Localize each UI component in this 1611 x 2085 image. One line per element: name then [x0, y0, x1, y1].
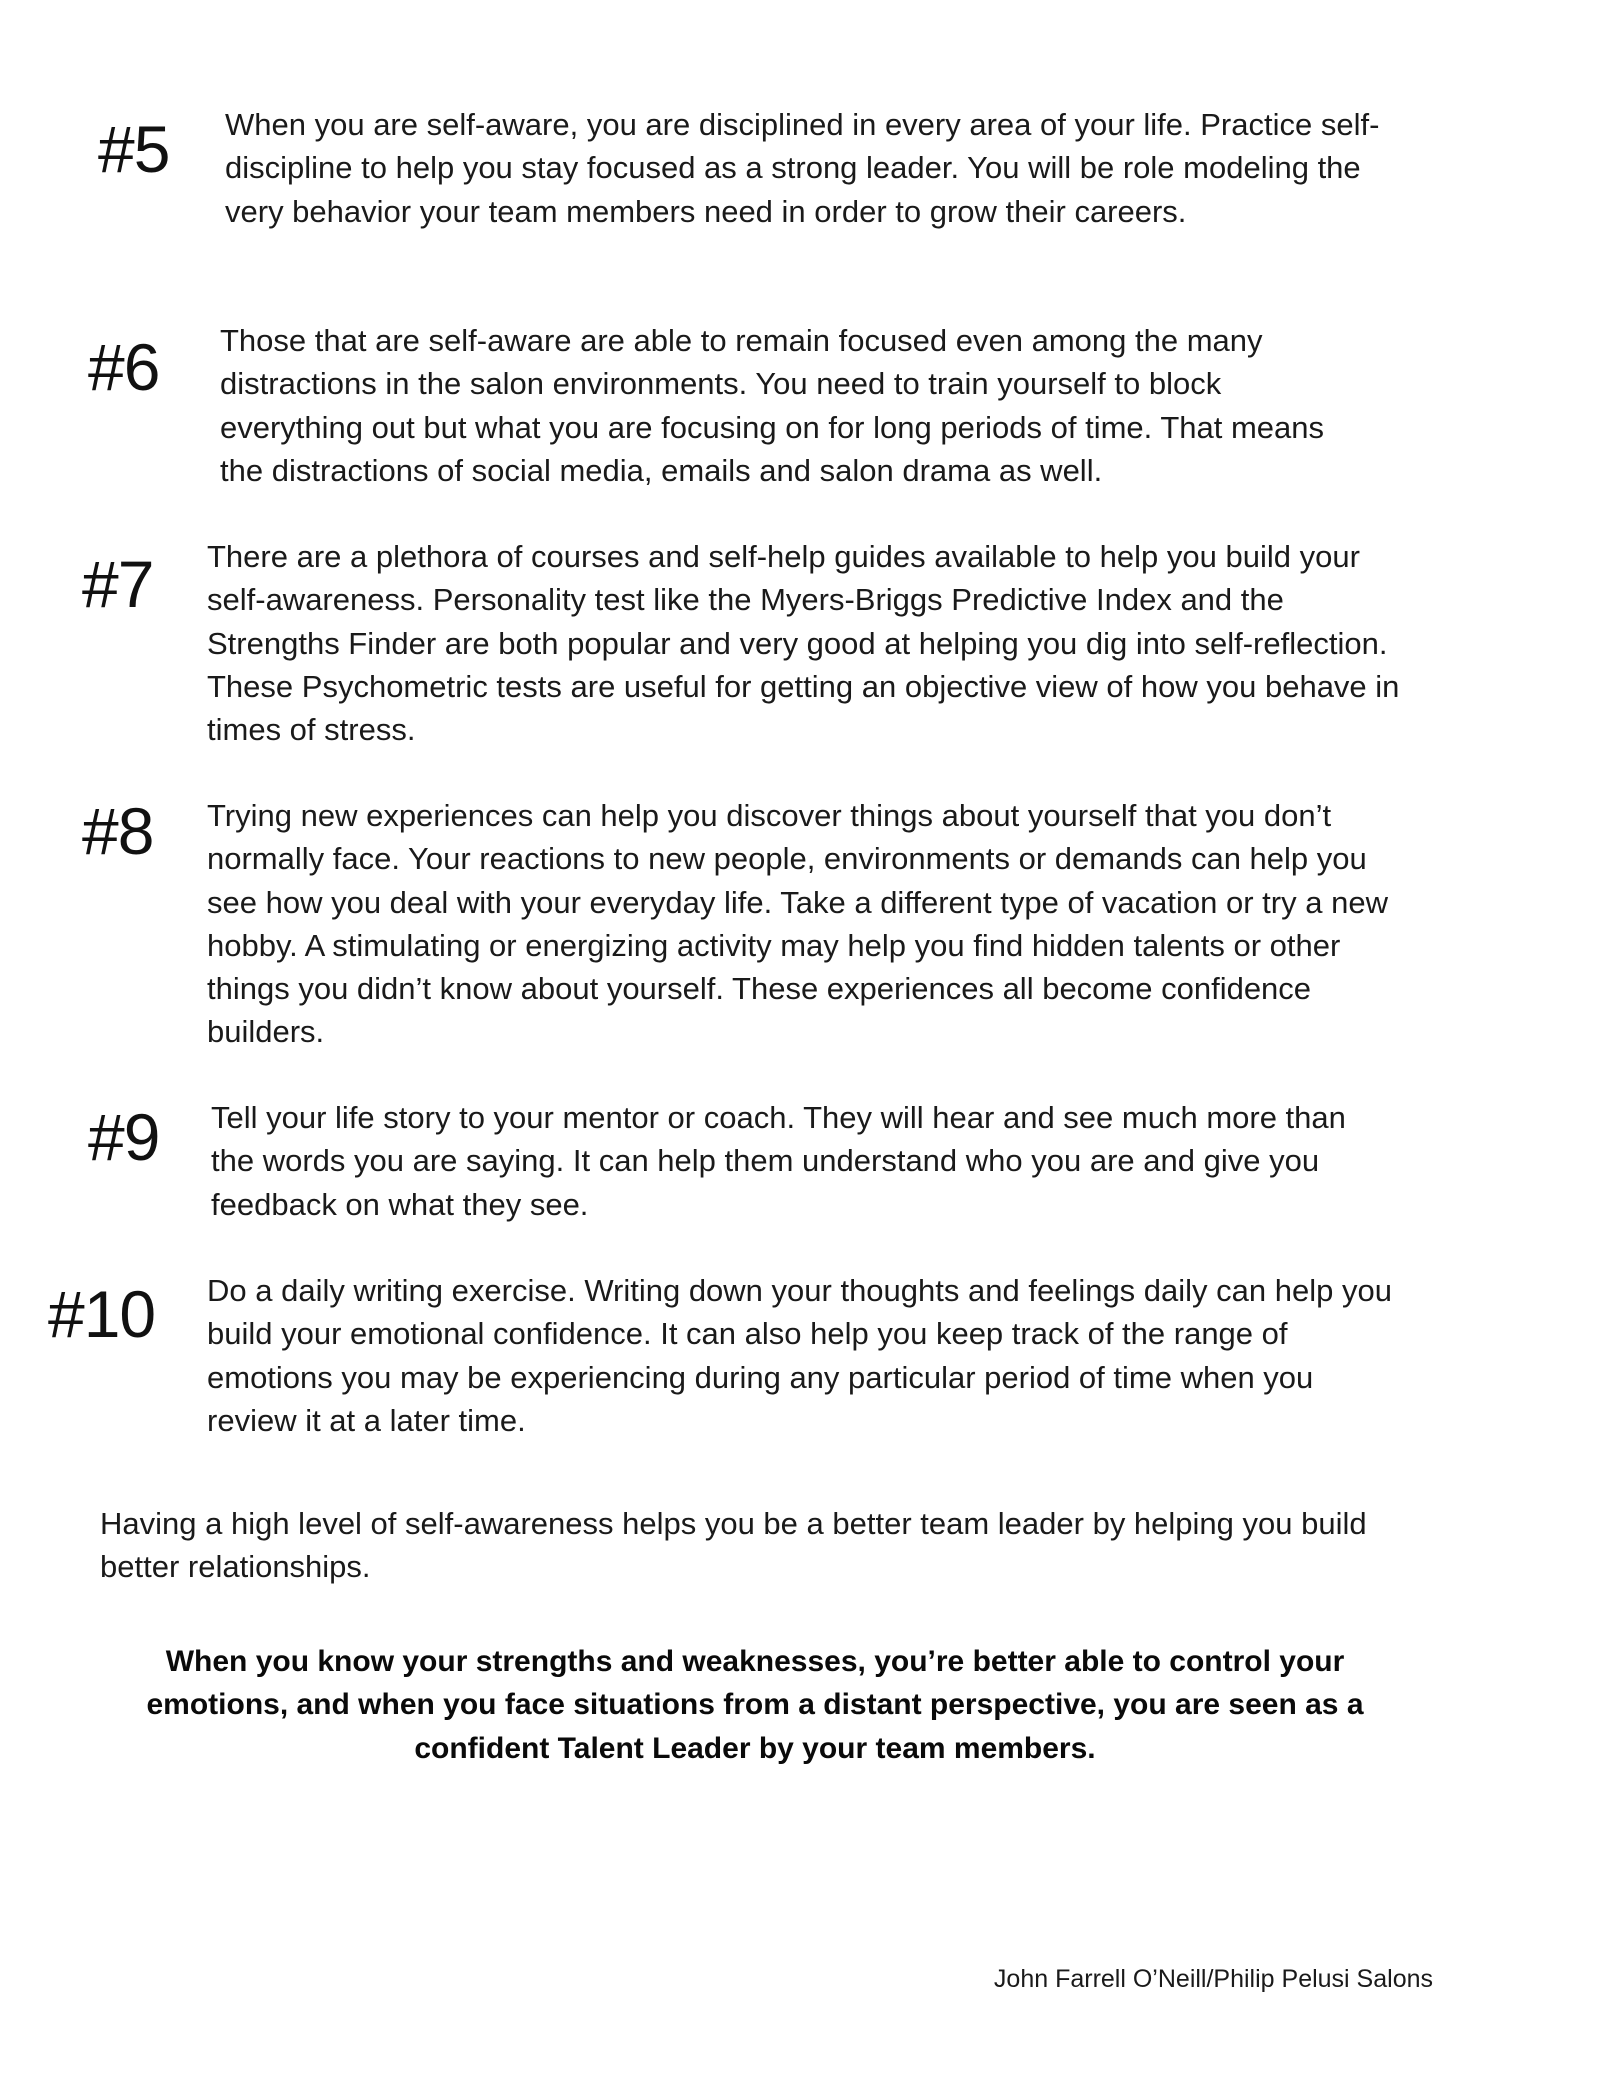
- item-number: #7: [82, 547, 154, 621]
- item-text: Do a daily writing exercise. Writing down your thoughts and feelings daily can help you build your emotional confidence. It can also help you keep track of the range of emotions you may be experiencing during any particular period of time when you review it at a later time.: [207, 1273, 1392, 1438]
- item-number: #9: [88, 1100, 160, 1174]
- item-number: #10: [48, 1277, 156, 1351]
- footer-credit: John Farrell O’Neill/Philip Pelusi Salons: [993, 1965, 1433, 1993]
- item-number: #5: [98, 112, 170, 186]
- summary-paragraph: Having a high level of self-awareness helps you be a better team leader by helping you build better relationships.: [100, 1506, 1367, 1585]
- item-text: Trying new experiences can help you discover things about yourself that you don’t normally face. Your reactions to new people, environments or demands can help you see how you deal with your everyday life. Take a different type of vacation or try a new hobby. A stimulating or energizing activity may help you find hidden talents or other things you didn’t know about yourself. These experiences all become confidence builders.: [207, 798, 1388, 1050]
- item-number: #6: [88, 330, 160, 404]
- closing-statement: When you know your strengths and weaknesses, you’re better able to control your emotions, and when you face situations from a distant perspective, you are seen as a confident Talent Leader by your team members.: [146, 1645, 1364, 1765]
- item-text: There are a plethora of courses and self-help guides available to help you build your self-awareness. Personality test like the Myers-Briggs Predictive Index and the Strengths Finder are both popular and very good at helping you dig into self-reflection. These Psychometric tests are useful for getting an objective view of how you behave in times of stress.: [207, 539, 1400, 748]
- item-text: When you are self-aware, you are disciplined in every area of your life. Practice self-discipline to help you stay focused as a strong leader. You will be role modeling the very behavior your team members need in order to grow their careers.: [225, 107, 1380, 229]
- item-number: #8: [82, 794, 154, 868]
- item-text: Tell your life story to your mentor or coach. They will hear and see much more than the words you are saying. It can help them understand who you are and give you feedback on what they see.: [211, 1100, 1346, 1222]
- item-text: Those that are self-aware are able to remain focused even among the many distractions in the salon environments. You need to train yourself to block everything out but what you are focusing on for long periods of time. That means the distractions of social media, emails and salon drama as well.: [220, 323, 1325, 488]
